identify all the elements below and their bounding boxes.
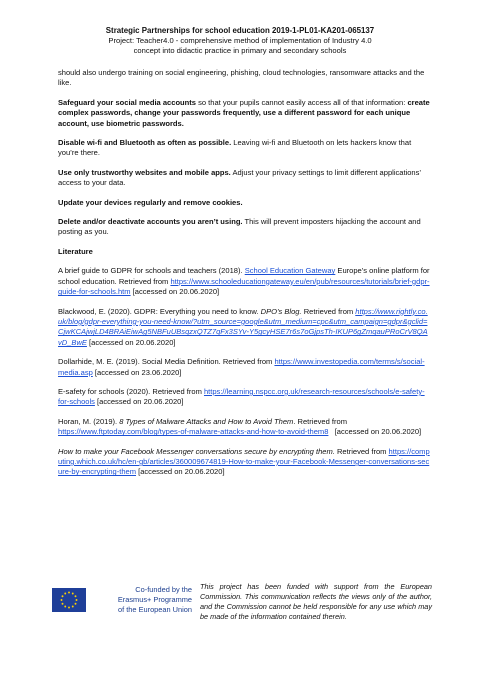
page-footer	[52, 582, 432, 628]
reference-url-link[interactable]: https://www.rightly.co.uk/blog/gdpr-everything-you-need-know/?utm_source=google&utm_medium=cpc&utm_campaign=gdpr&gclid=CjwKCAjwjLD4BRAiEiwAg5NBFuUBsqzxQTZ7qFx3SYv-Y5gcyHSE7r6s7oGjpsTh-IKUP6gZmqauPRoCrV8QAvD_BwE	[58, 306, 428, 347]
eu-flag-star	[72, 593, 74, 595]
funding-disclaimer: This project has been funded with support from the European Commission. This communication reflects the views only of the author, and the Commission cannot be held responsible for any use which may be made of the information contained therein.	[200, 582, 432, 621]
tip-wifi	[58, 138, 430, 159]
reference-url-link[interactable]: https://www.investopedia.com/terms/s/social-media.asp	[58, 357, 425, 377]
cofund-line: Co-funded by the	[135, 585, 192, 594]
header-project-line: Project: Teacher4.0 - comprehensive method of implementation of Industry 4.0	[108, 36, 372, 45]
reference-url-link[interactable]: https://learning.nspcc.org.uk/research-resources/schools/e-safety-for-schools	[58, 386, 425, 407]
reference-url-link[interactable]: https://www.ftptoday.com/blog/types-of-malware-attacks-and-how-to-avoid-them8	[58, 427, 329, 437]
erasmus-cofunded-label	[90, 585, 192, 615]
reference-gdpr-guide	[58, 266, 430, 297]
page-header	[40, 26, 440, 56]
reference-facebook-messenger	[58, 447, 430, 478]
ref-accessed: [accessed on 20.06.2020]	[130, 287, 220, 297]
document-body	[58, 68, 430, 487]
tip-social-media	[58, 98, 430, 129]
reference-blackwood	[58, 307, 430, 349]
eu-flag-star	[62, 603, 64, 605]
ref-text: A brief guide to GDPR for schools and teachers (2018).	[58, 266, 245, 276]
eu-flag-star	[76, 599, 78, 601]
eu-flag-star	[72, 606, 74, 608]
eu-flag-star	[68, 607, 70, 609]
eu-flag-icon	[52, 588, 86, 612]
ref-accessed: [accessed on 23.06.2020]	[92, 367, 182, 377]
intro-paragraph: should also undergo training on social engineering, phishing, cloud technologies, ransomware attacks and the like.	[58, 68, 425, 88]
school-education-gateway-link[interactable]: School Education Gateway	[244, 266, 336, 276]
tip-social-media-text: so that your pupils cannot easily access all of that information:	[196, 97, 408, 107]
tip-update-lead: Update your devices regularly and remove cookies.	[58, 197, 243, 207]
ref-text: . Retrieved from	[293, 416, 348, 426]
tip-wifi-text: Leaving wi-fi and Bluetooth on lets hackers know that you’re there.	[58, 138, 412, 158]
cofund-line: of the European Union	[118, 605, 192, 614]
ref-accessed: [accessed on 20.06.2020]	[94, 397, 184, 407]
ref-text: E-safety for schools (2020). Retrieved from	[58, 386, 204, 396]
reference-url-link[interactable]: https://computing.which.co.uk/hc/en-gb/articles/360009674819-How-to-make-your-Facebook-Messenger-conversations-secure-by-encrypting-them	[58, 446, 430, 477]
tip-delete-lead: Delete and/or deactivate accounts you aren’t using.	[58, 217, 243, 227]
ref-source-title: DPO’s Blog.	[260, 306, 302, 316]
ref-text: Retrieved from	[301, 306, 356, 316]
tip-social-media-passwords: create complex passwords, change your passwords frequently, use a different password for each unique account, use biometric passwords.	[58, 97, 430, 128]
tip-trustworthy-text: Adjust your privacy settings to limit different applications’ access to your data.	[58, 167, 421, 188]
eu-flag-star	[62, 595, 64, 597]
ref-text: Dollarhide, M. E. (2019). Social Media Definition. Retrieved from	[58, 357, 275, 367]
eu-flag-star	[75, 603, 77, 605]
reference-dollarhide	[58, 357, 430, 378]
ref-source-title: How to make your Facebook Messenger conversations secure by encrypting them.	[58, 446, 335, 456]
reference-esafety	[58, 387, 430, 408]
eu-flag-star	[68, 592, 70, 594]
reference-url-link[interactable]: https://www.schooleducationgateway.eu/en/pub/resources/tutorials/brief-gdpr-guide-for-schools.htm	[58, 276, 430, 297]
ref-text: Retrieved from	[334, 446, 389, 456]
ref-text: Blackwood, E. (2020). GDPR: Everything you need to know.	[58, 306, 261, 316]
tip-update	[58, 198, 430, 208]
cofund-line: Erasmus+ Programme	[117, 595, 192, 604]
ref-accessed: [accessed on 20.06.2020]	[328, 427, 422, 437]
header-title: Strategic Partnerships for school education 2019-1-PL01-KA201-065137	[105, 26, 375, 35]
ref-text: Horan, M. (2019).	[58, 416, 120, 426]
eu-flag-star	[75, 595, 77, 597]
tip-trustworthy	[58, 168, 430, 189]
eu-flag-star	[64, 606, 66, 608]
tip-delete-accounts	[58, 217, 430, 238]
ref-accessed: [accessed on 20.06.2020]	[86, 337, 176, 347]
eu-flag-star	[64, 593, 66, 595]
header-project-line-2: concept into didactic practice in primary and secondary schools	[133, 46, 347, 55]
tip-wifi-lead: Disable wi-fi and Bluetooth as often as possible.	[58, 138, 232, 148]
ref-text: Europe’s online platform for school education. Retrieved from	[58, 266, 430, 286]
eu-flag-star	[61, 599, 63, 601]
tip-social-media-lead: Safeguard your social media accounts	[58, 97, 196, 107]
tip-trustworthy-lead: Use only trustworthy websites and mobile apps.	[58, 167, 231, 177]
tip-delete-text: This will prevent imposters hijacking the account and posting as you.	[58, 217, 421, 237]
ref-accessed: [accessed on 20.06.2020]	[136, 467, 225, 477]
literature-heading: Literature	[58, 246, 93, 256]
ref-source-title: 8 Types of Malware Attacks and How to Avoid Them	[119, 416, 294, 426]
reference-horan	[58, 417, 430, 438]
